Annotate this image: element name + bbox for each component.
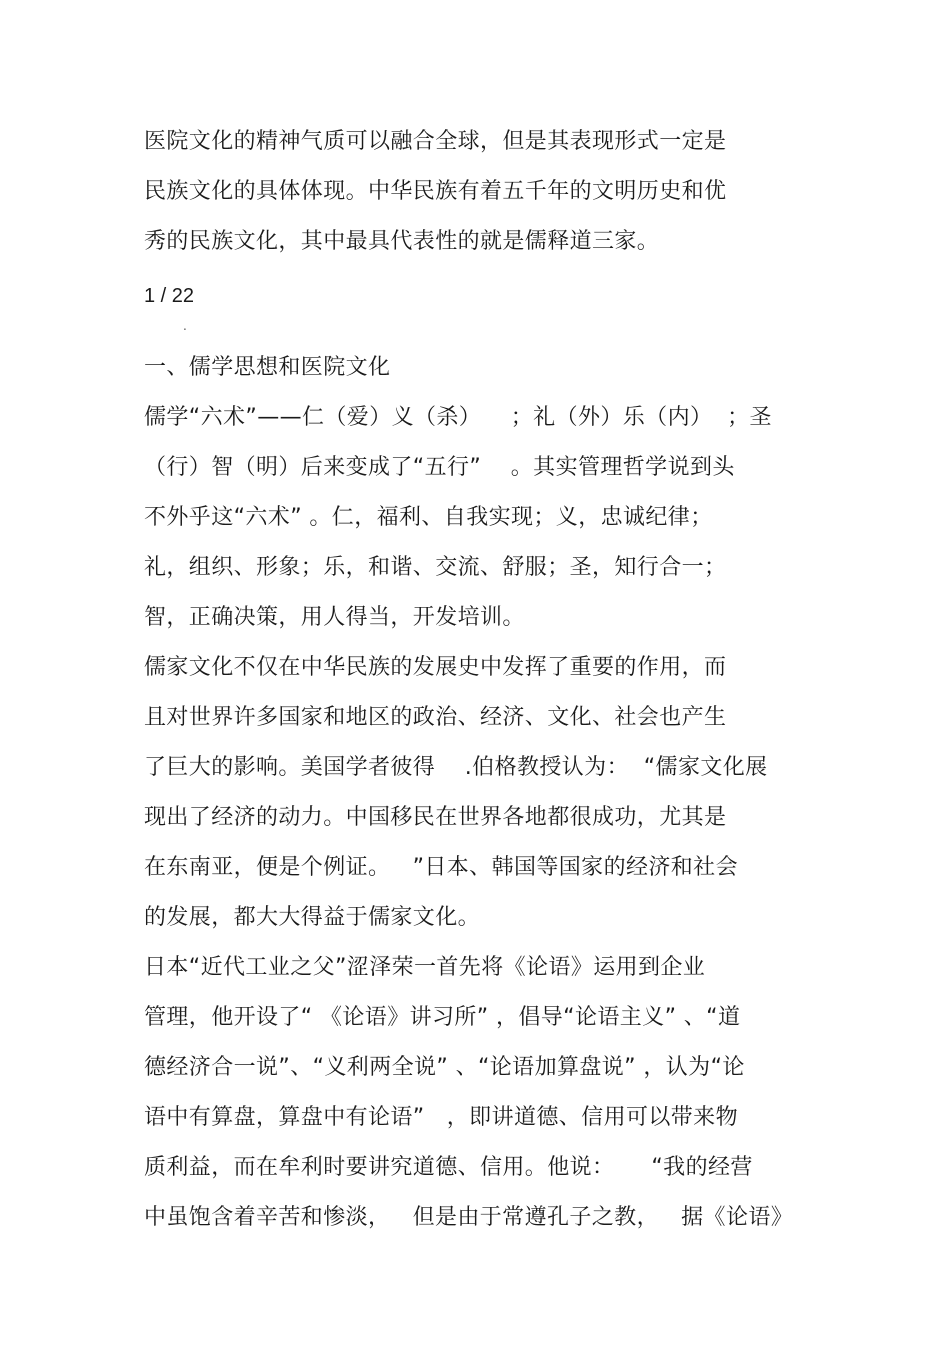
body-line: 礼，组织、形象；乐，和谐、交流、舒服；圣，知行合一；: [144, 555, 727, 580]
body-line: 了巨大的影响。美国学者彼得 .伯格教授认为： “儒家文化展: [144, 755, 768, 780]
body-line: （行）智（明）后来变成了“五行” 。其实管理哲学说到头: [144, 455, 735, 480]
page-number: 1 / 22: [144, 285, 195, 307]
body-line: 语中有算盘，算盘中有论语” ，即讲道德、信用可以带来物: [144, 1105, 738, 1130]
body-line: 中虽饱含着辛苦和惨淡， 但是由于常遵孔子之教， 据《论语》: [144, 1205, 794, 1230]
body-line: 现出了经济的动力。中国移民在世界各地都很成功，尤其是: [144, 805, 727, 830]
intro-line-2: 民族文化的具体体现。中华民族有着五千年的文明历史和优: [144, 179, 727, 204]
body-line: 不外乎这“六术” 。仁，福利、自我实现；义，忠诚纪律；: [144, 505, 713, 530]
body-line: 且对世界许多国家和地区的政治、经济、文化、社会也产生: [144, 705, 727, 730]
body-line: 管理，他开设了“ 《论语》讲习所” ，倡导“论语主义” 、“道: [144, 1005, 741, 1030]
body-line: 儒家文化不仅在中华民族的发展史中发挥了重要的作用，而: [144, 655, 727, 680]
intro-line-1: 医院文化的精神气质可以融合全球，但是其表现形式一定是: [144, 129, 727, 154]
body-line: 智，正确决策，用人得当，开发培训。: [144, 605, 525, 630]
body-line: 的发展，都大大得益于儒家文化。: [144, 905, 481, 930]
body-line: 日本“近代工业之父”涩泽荣一首先将《论语》运用到企业: [144, 955, 706, 980]
body-line: 在东南亚，便是个例证。 ”日本、韩国等国家的经济和社会: [144, 855, 738, 880]
intro-line-3: 秀的民族文化，其中最具代表性的就是儒释道三家。: [144, 229, 660, 254]
body-line: 质利益，而在牟利时要讲究道德、信用。他说： “我的经营: [144, 1155, 753, 1180]
dot-mark: .: [183, 319, 187, 333]
section-heading: 一、儒学思想和医院文化: [144, 355, 391, 380]
body-line: 儒学“六术”——仁（爱）义（杀） ；礼（外）乐（内） ；圣: [144, 405, 772, 430]
body-line: 德经济合一说”、“义利两全说” 、“论语加算盘说” ，认为“论: [144, 1055, 745, 1080]
